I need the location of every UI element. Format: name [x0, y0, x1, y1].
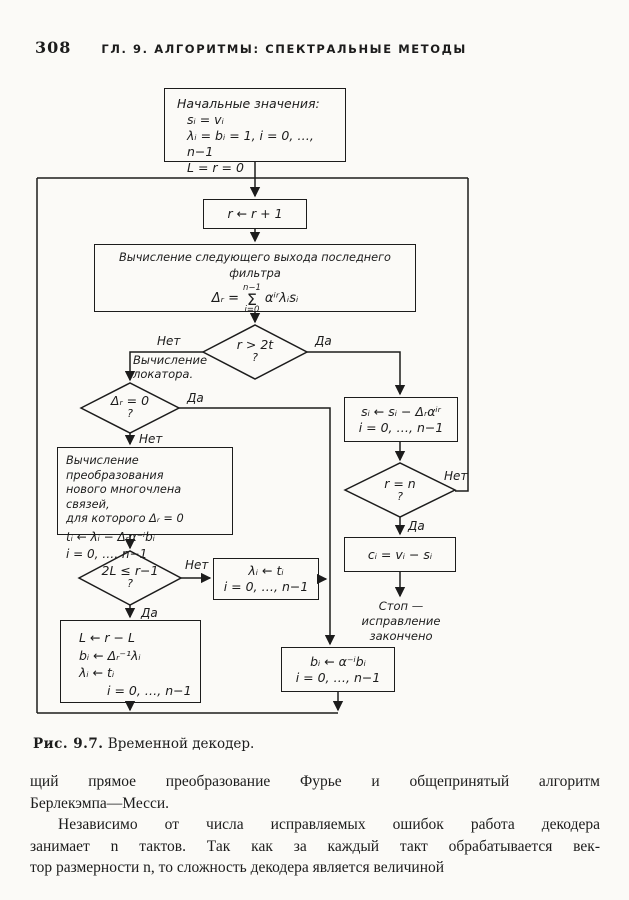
transform-formula: tᵢ ← λᵢ − Δᵣα⁻ⁱbᵢ: [66, 529, 155, 544]
filter-output-box: [94, 244, 416, 315]
s-formula: sᵢ ← sᵢ − Δᵣαⁱʳ: [361, 403, 441, 419]
loop-right-line: [455, 178, 468, 491]
decision-r2t: [215, 338, 295, 364]
b-formula: bᵢ ← α⁻ⁱbᵢ: [310, 653, 366, 669]
s-update-box: [344, 397, 458, 442]
filter-formula-suffix: αⁱʳλᵢsᵢ: [264, 291, 299, 306]
lambda-formula: λᵢ ← tᵢ: [248, 563, 284, 578]
body-line-5: тор размерности n, то сложность декодера является величиной: [30, 859, 445, 876]
lambda-update-box: [213, 558, 319, 600]
label-r2t-yes: Да: [315, 334, 332, 348]
body-text: [30, 771, 600, 879]
body-line-3: Независимо от числа исправляемых ошибок работа декодера: [58, 816, 600, 833]
init-formula-3: L = r = 0: [187, 160, 244, 175]
transform-line2: нового многочлена связей,: [66, 483, 182, 511]
stop-label: [352, 599, 450, 644]
b-update-box: [281, 647, 395, 692]
body-line-2: Берлекэмпа—Месси.: [30, 794, 170, 812]
decision-rn: [360, 477, 440, 503]
increment-formula: r ← r + 1: [227, 206, 283, 221]
lambda-range: i = 0, …, n−1: [223, 579, 309, 594]
sum-upper-limit: n−1: [243, 283, 261, 293]
init-title: Начальные значения:: [177, 96, 320, 111]
transform-range: i = 0, …, n−1: [66, 547, 148, 561]
decision-2l: [85, 564, 175, 590]
decision-2l-condition: 2L ≤ r−1: [101, 563, 159, 578]
figure-caption-label: Рис. 9.7.: [33, 736, 104, 752]
label-2l-yes: Да: [141, 606, 158, 620]
label-rn-no: Нет: [444, 469, 468, 483]
filter-formula-prefix: Δᵣ =: [211, 291, 239, 306]
codeword-output-box: [344, 537, 456, 572]
s-range: i = 0, …, n−1: [358, 419, 444, 435]
figure-caption-text: Временной декодер.: [107, 736, 255, 752]
locator-note-line2: локатора.: [133, 366, 194, 381]
length-update-box: [60, 620, 201, 703]
label-r2t-no: Нет: [157, 334, 181, 348]
summation-symbol: [243, 284, 261, 314]
figure-caption: [33, 736, 254, 752]
chapter-title: ГЛ. 9. АЛГОРИТМЫ: СПЕКТРАЛЬНЫЕ МЕТОДЫ: [101, 42, 467, 56]
body-line-1: щий прямое преобразование Фурье и общепринятый алгоритм: [30, 773, 600, 790]
decision-r2t-condition: r > 2t: [236, 337, 274, 352]
decision-delta: [90, 394, 170, 420]
sum-lower-limit: i=0: [244, 304, 260, 315]
decision-rn-question-mark: ?: [397, 490, 403, 503]
init-formula-1: sᵢ = vᵢ: [187, 112, 224, 127]
stop-line1: Стоп —: [378, 599, 424, 613]
stop-line3: закончено: [369, 629, 433, 643]
label-delta-yes: Да: [187, 391, 204, 405]
decision-2l-question-mark: ?: [127, 577, 133, 590]
decision-rn-condition: r = n: [384, 476, 416, 491]
decision-delta-question-mark: ?: [127, 407, 133, 420]
label-rn-yes: Да: [408, 519, 425, 533]
body-line-4: занимает n тактов. Так как за каждый такт обрабатывается век-: [30, 837, 600, 855]
label-delta-no: Нет: [139, 432, 163, 446]
update-range: i = 0, …, n−1: [107, 682, 192, 698]
c-formula: cᵢ = vᵢ − sᵢ: [367, 546, 433, 562]
transform-box: [57, 447, 233, 561]
decision-r2t-question-mark: ?: [252, 351, 258, 364]
decision-delta-condition: Δᵣ = 0: [110, 393, 150, 408]
transform-line1: Вычисление преобразования: [66, 454, 164, 482]
locator-note: [133, 354, 213, 381]
filter-formula: [95, 284, 415, 314]
transform-line3: для которого Δᵣ = 0: [66, 512, 184, 525]
label-2l-no: Нет: [185, 558, 209, 572]
edge-r2t-yes: [307, 352, 400, 394]
sigma-icon: Σ: [246, 289, 258, 309]
b-range: i = 0, …, n−1: [295, 669, 381, 685]
page-number: 308: [35, 38, 72, 57]
stop-line2: исправление: [361, 614, 441, 628]
init-values-box: [164, 88, 346, 175]
update-line3: λᵢ ← tᵢ: [79, 665, 115, 680]
update-line2: bᵢ ← Δᵣ⁻¹λᵢ: [79, 647, 141, 663]
increment-box: [203, 199, 307, 229]
init-formula-2: λᵢ = bᵢ = 1, i = 0, …, n−1: [187, 128, 314, 159]
filter-title: Вычисление следующего выхода последнего фильтра: [119, 251, 391, 280]
update-line1: L ← r − L: [79, 630, 135, 645]
locator-note-line1: Вычисление: [133, 353, 208, 367]
